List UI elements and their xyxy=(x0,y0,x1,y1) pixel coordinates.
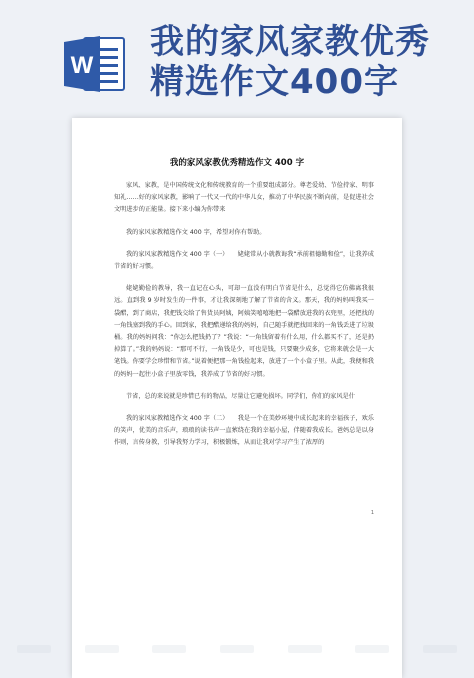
paragraph: 我的家风家教精选作文 400 字（一） 姥姥常从小就教诲我“承前祖德勤和俭”，让我养成节省的好习惯。 xyxy=(114,250,374,271)
watermark-mark xyxy=(152,645,186,653)
document-body xyxy=(114,180,374,460)
page-number: 1 xyxy=(370,510,374,516)
word-document-icon xyxy=(62,32,128,96)
watermark-mark xyxy=(423,645,457,653)
watermark-mark xyxy=(85,645,119,653)
watermark-mark xyxy=(17,645,51,653)
paragraph: 姥姥勤俭的教导，我一直记在心头，可却一直没有明白节省是什么，总觉得它仿佛离我很远。直到我 9 岁时发生的一件事，才让我深刻地了解了节省的含义。那天，我的妈妈叫我买一袋醋，到了商店，我把钱交给了售货员阿姨，阿姨笑嘻嘻地把一袋醋放进我的衣兜里，还把找的一角钱塞到我的手心。回到家，我把醋递给我的妈妈，自己随手就把找回来的一角钱丢进了垃圾桶。我的妈妈问我：“你怎么把钱扔了？”我说：“一角钱留着有什么用，什么都买不了，还是扔掉算了。”我的妈妈说：“那可不行，一角钱是少，可也是钱，只要聚少成多，它将来就会是一大笔钱。你要学会珍惜和节省。”说着便把那一角钱捡起来，放进了一个小盒子里。从此，我便和我的妈妈一起往小盒子里放零钱，我养成了节省的好习惯。 xyxy=(114,285,374,378)
paragraph: 我的家风家教精选作文 400 字（二） 我是一个在美妙环境中成长起来的幸福孩子，欢乐的笑声，优美的音乐声，琅琅的读书声一直萦绕在我的幸福小屋，伴随着我成长。爸妈总是以身作则，言传身教，引导我努力学习，积极锻炼，从而让我对学习产生了浓厚的 xyxy=(114,415,374,447)
logo-letter: W xyxy=(70,52,94,79)
banner-title-line2: 精选作文400字 xyxy=(150,62,399,102)
paragraph: 节省，总的来说就是珍惜已有的物品，尽量让它避免损坏。同学们，你们的家风是什 xyxy=(126,392,355,400)
document-title: 我的家风家教优秀精选作文 400 字 xyxy=(169,158,305,168)
banner-title-line1: 我的家风家教优秀 xyxy=(150,22,430,62)
document-page[interactable] xyxy=(72,118,402,678)
paragraph: 我的家风家教精选作文 400 字，希望对你有帮助。 xyxy=(126,228,266,236)
banner xyxy=(0,0,474,120)
watermark-strip xyxy=(0,645,474,663)
paragraph: 家风、家教，是中国传统文化和传统教育的一个重要组成部分。尊老爱幼、节俭持家、明事知礼……好的家风家教，影响了一代又一代的中华儿女，推动了中华民族不断向前，是促进社会文明进步的正能量。接下来小编为你带来 xyxy=(114,182,374,214)
watermark-mark xyxy=(288,645,322,653)
banner-title xyxy=(150,22,430,102)
watermark-mark xyxy=(220,645,254,653)
watermark-mark xyxy=(355,645,389,653)
